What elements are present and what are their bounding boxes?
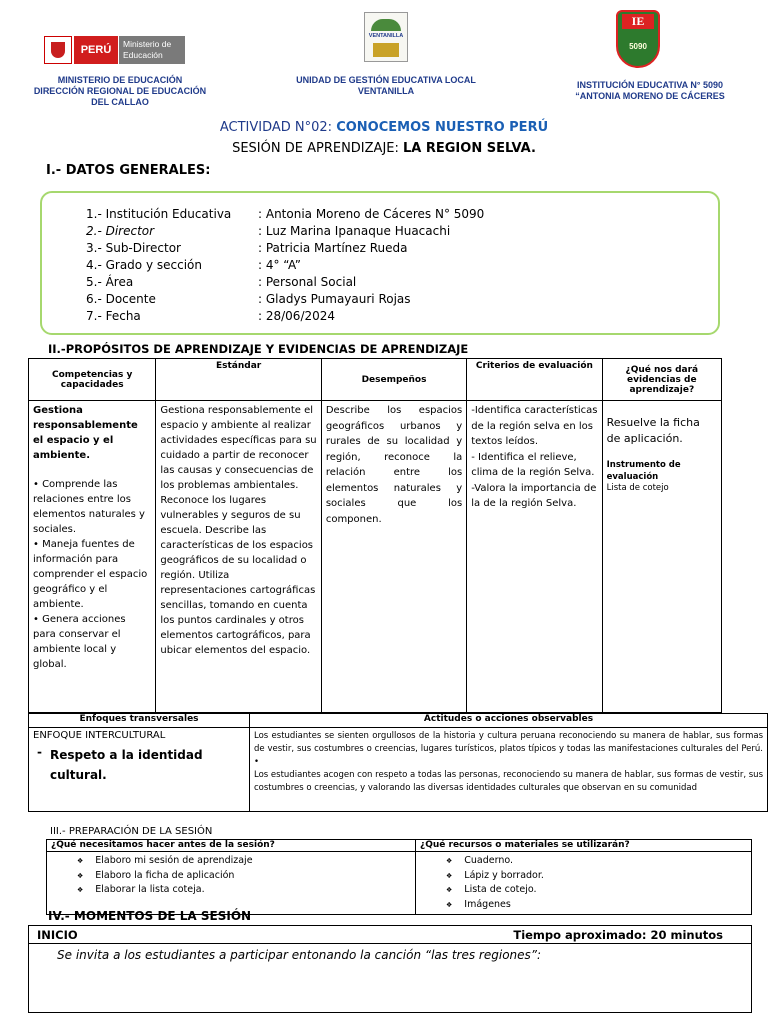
datos-label: 7.- Fecha: [86, 309, 141, 323]
header-center-text: [286, 75, 486, 97]
competencias-cell: Gestiona responsablemente el espacio y el ambiente. • Comprende las relaciones entre los elementos naturales y sociales. • Maneja fuentes de información para comprender el espacio geográfico y el ambiente. • Genera acciones para conservar el ambiente local y global.: [29, 401, 156, 713]
enfoque-cell: ENFOQUE INTERCULTURAL - Respeto a la identidad cultural.: [29, 728, 250, 812]
ministry-line: MINISTERIO DE EDUCACIÓN: [57, 75, 183, 85]
session-title: SESIÓN DE APRENDIZAJE: LA REGION SELVA.: [232, 141, 536, 156]
datos-row: [86, 223, 686, 240]
datos-label: 1.- Institución Educativa: [86, 207, 232, 221]
list-item: ❖ Imágenes: [446, 898, 511, 910]
antes-list: [47, 852, 416, 915]
inicio-box: [28, 925, 752, 1013]
datos-label: 2.- Director: [86, 224, 155, 238]
preparacion-table: [46, 839, 752, 915]
header-right-text: [570, 80, 730, 102]
callao-line: DEL CALLAO: [91, 97, 149, 107]
minedu-logo: [44, 34, 184, 66]
datos-list: [86, 206, 686, 325]
ugel-line: UNIDAD DE GESTIÓN EDUCATIVA LOCAL: [296, 75, 476, 85]
diamond-bullet-icon: ❖: [77, 886, 84, 894]
datos-value: : Patricia Martínez Rueda: [258, 241, 408, 255]
ventanilla-line: VENTANILLA: [357, 86, 415, 96]
datos-row: [86, 257, 686, 274]
col-evidencias: ¿Qué nos dará evidencias de aprendizaje?: [602, 359, 721, 401]
datos-label: 4.- Grado y sección: [86, 258, 202, 272]
evidencias-cell: Resuelve la ficha de aplicación. Instrumento de evaluación Lista de cotejo: [602, 401, 721, 713]
inicio-text: Se invita a los estudiantes a participar entonando la canción “las tres regiones”:: [57, 948, 542, 962]
desempeno-cell: Describe los espacios geográficos urbanos y rurales de su localidad y región, reconoce la relación entre los elementos naturales y sociales que los componen.: [321, 401, 466, 713]
list-item: ❖ Cuaderno.: [446, 855, 514, 866]
badge-letters: IE: [622, 14, 654, 29]
coat-of-arms-icon: [44, 36, 72, 64]
datos-row: [86, 274, 686, 291]
col-estandar: Estándar: [156, 359, 321, 401]
header-left-text: [20, 75, 220, 108]
enfoques-table: [28, 713, 768, 812]
momentos-heading: IV.- MOMENTOS DE LA SESIÓN: [48, 909, 252, 923]
datos-value: : 4° “A”: [258, 258, 301, 272]
diamond-bullet-icon: ❖: [77, 871, 84, 880]
datos-value: : Gladys Pumayauri Rojas: [258, 292, 411, 306]
datos-row: [86, 308, 686, 325]
list-item: ❖ Lápiz y borrador.: [446, 869, 544, 881]
criterios-cell: -Identifica características de la región selva en los textos leídos. - Identifica el relieve, clima de la región Selva. -Valora la importancia de la de la región Selva.: [467, 401, 602, 713]
badge-number: 5090: [629, 42, 647, 51]
col-antes: ¿Qué necesitamos hacer antes de la sesión?: [47, 840, 416, 852]
actitudes-cell: Los estudiantes se sienten orgullosos de la historia y cultura peruana reconociendo su manera de hablar, sus formas de vestir, sus costumbres o creencias, lugares turísticos, platos típicos y todas las manifestaciones culturales del Perú. • Los estudiantes acogen con respeto a todas las personas, reconociendo su manera de hablar, sus formas de vestir, sus costumbres o creencias, y valorando las diversas identidades culturales que observan en su comunidad: [250, 728, 768, 812]
recursos-list: [416, 852, 752, 915]
ugel-emblem-icon: [371, 19, 401, 31]
diamond-bullet-icon: ❖: [446, 900, 453, 909]
datos-heading: I.- DATOS GENERALES:: [46, 163, 211, 178]
col-enfoques: Enfoques transversales: [29, 714, 250, 728]
list-item: ❖ Elaborar la lista coteja.: [77, 884, 205, 895]
propositos-table: [28, 358, 722, 713]
col-criterios: Criterios de evaluación: [467, 359, 602, 401]
logo-ministry: Ministerio de Educación: [119, 36, 185, 64]
datos-value: : 28/06/2024: [258, 309, 336, 323]
propositos-heading: II.-PROPÓSITOS DE APRENDIZAJE Y EVIDENCIAS DE APRENDIZAJE: [48, 342, 469, 356]
diamond-bullet-icon: ❖: [446, 871, 453, 880]
col-actitudes: Actitudes o acciones observables: [250, 714, 768, 728]
ugel-logo: [364, 12, 408, 62]
activity-title: ACTIVIDAD N°02: CONOCEMOS NUESTRO PERÚ: [219, 120, 549, 135]
ie-badge: [616, 10, 660, 68]
institution-name-line: “ANTONIA MORENO DE CÁCERES: [575, 91, 725, 101]
datos-value: : Personal Social: [258, 275, 357, 289]
diamond-bullet-icon: ❖: [77, 857, 84, 865]
col-desempenos: Desempeños: [321, 359, 466, 401]
col-competencias: Competencias y capacidades: [29, 359, 156, 401]
col-recursos: ¿Qué recursos o materiales se utilizarán?: [416, 840, 752, 852]
datos-row: [86, 206, 686, 223]
diamond-bullet-icon: ❖: [446, 886, 453, 894]
ugel-book-icon: [373, 43, 399, 57]
tiempo-label: Tiempo aproximado: 20 minutos: [513, 927, 723, 942]
inicio-label: INICIO: [37, 927, 78, 942]
logo-country: PERÚ: [74, 36, 118, 64]
direction-line: DIRECCIÓN REGIONAL DE EDUCACIÓN: [33, 86, 207, 96]
list-item: ❖ Elaboro mi sesión de aprendizaje: [77, 855, 253, 866]
datos-value: : Antonia Moreno de Cáceres N° 5090: [258, 207, 485, 221]
datos-label: 5.- Área: [86, 275, 134, 289]
datos-row: [86, 291, 686, 308]
list-item: ❖ Elaboro la ficha de aplicación: [77, 869, 235, 881]
diamond-bullet-icon: ❖: [446, 857, 453, 865]
preparacion-heading: III.- PREPARACIÓN DE LA SESIÓN: [50, 826, 213, 837]
datos-label: 3.- Sub-Director: [86, 241, 181, 255]
institution-line: INSTITUCIÓN EDUCATIVA N° 5090: [577, 80, 723, 90]
estandar-cell: Gestiona responsablemente el espacio y ambiente al realizar actividades específicas para su cuidado a partir de reconocer las causas y consecuencias de los problemas ambientales. Reconoce los lugares vulnerables y seguros de su escuela. Describe las características de los espacios geográficos de su localidad o región. Utiliza representaciones cartográficas sencillas, tomando en cuenta los puntos cardinales y otros elementos cartográficos, para ubicar elementos del espacio.: [156, 401, 321, 713]
list-item: ❖ Lista de cotejo.: [446, 884, 537, 895]
datos-value: : Luz Marina Ipanaque Huacachi: [258, 224, 451, 238]
ugel-logo-text: VENTANILLA: [368, 33, 404, 39]
datos-row: [86, 240, 686, 257]
datos-label: 6.- Docente: [86, 292, 156, 306]
